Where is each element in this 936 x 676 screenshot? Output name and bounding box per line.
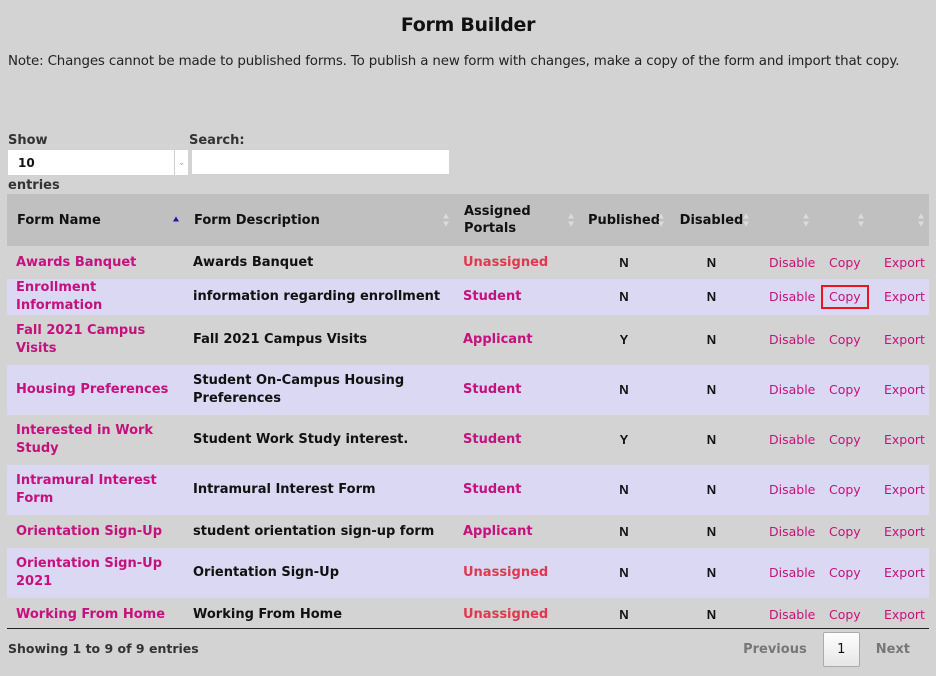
- copy-link-highlighted[interactable]: Copy: [823, 287, 867, 307]
- disable-link[interactable]: Disable: [769, 254, 816, 270]
- published-flag: N: [619, 289, 629, 304]
- copy-link[interactable]: Copy: [829, 432, 861, 447]
- disabled-flag: N: [706, 254, 717, 270]
- table-info: Showing 1 to 9 of 9 entries: [8, 641, 199, 656]
- table-row: [7, 548, 929, 598]
- table-row: [7, 365, 929, 415]
- previous-page-button[interactable]: Previous: [743, 642, 807, 657]
- export-link[interactable]: Export: [884, 382, 925, 397]
- disabled-flag: N: [706, 382, 717, 397]
- sort-icon: [443, 214, 450, 227]
- search-label: Search:: [189, 133, 245, 148]
- assigned-portal: Student: [463, 289, 522, 304]
- table-row: [7, 515, 929, 548]
- assigned-portal: Unassigned: [463, 565, 549, 580]
- search-input[interactable]: [192, 150, 449, 174]
- form-name-link[interactable]: Awards Banquet: [16, 254, 137, 270]
- disabled-flag: N: [706, 565, 717, 580]
- disable-link[interactable]: Disable: [769, 482, 816, 497]
- pagination: [733, 632, 920, 667]
- column-header-disable-action[interactable]: [754, 194, 814, 246]
- disabled-flag: N: [706, 432, 717, 447]
- form-description: Fall 2021 Campus Visits: [193, 332, 368, 347]
- entries-length-select[interactable]: [8, 150, 188, 175]
- published-flag: N: [619, 382, 629, 397]
- disabled-flag: N: [706, 332, 717, 347]
- table-row: [7, 415, 929, 465]
- copy-link[interactable]: Copy: [829, 482, 861, 497]
- assigned-portal: Student: [463, 432, 522, 447]
- assigned-portal: Student: [463, 482, 522, 497]
- form-name-link[interactable]: Working From Home: [16, 606, 166, 622]
- publish-note: Note: Changes cannot be made to published forms. To publish a new form with changes, make a copy of the form and import that copy.: [8, 54, 900, 69]
- table-row: [7, 315, 929, 365]
- disabled-flag: N: [706, 482, 717, 497]
- column-header-assigned-portals[interactable]: Assigned Portals: [454, 194, 579, 246]
- form-description: Student On-Campus Housing Preferences: [193, 373, 405, 406]
- disable-link[interactable]: Disable: [769, 606, 816, 622]
- copy-link[interactable]: Copy: [829, 565, 861, 580]
- assigned-portal: Unassigned: [463, 254, 549, 270]
- copy-link[interactable]: Copy: [829, 606, 861, 622]
- published-flag: N: [619, 523, 629, 539]
- export-link[interactable]: Export: [884, 432, 925, 447]
- assigned-portal: Unassigned: [463, 606, 549, 622]
- sort-icon: [568, 214, 575, 227]
- next-page-button[interactable]: Next: [875, 642, 910, 657]
- export-link[interactable]: Export: [884, 523, 925, 539]
- export-link[interactable]: Export: [884, 289, 925, 304]
- column-header-form-description[interactable]: Form Description: [184, 194, 454, 246]
- sort-icon: [743, 214, 750, 227]
- assigned-portal: Student: [463, 382, 522, 397]
- entries-length-value: 10: [18, 155, 35, 170]
- table-row: [7, 279, 929, 315]
- table-header-row: [7, 194, 929, 246]
- column-header-published[interactable]: Published: [579, 194, 669, 246]
- copy-link[interactable]: Copy: [829, 254, 861, 270]
- column-header-form-name[interactable]: Form Name: [7, 194, 184, 246]
- table-row: [7, 598, 929, 631]
- published-flag: Y: [619, 432, 629, 447]
- export-link[interactable]: Export: [884, 606, 925, 622]
- forms-table: [7, 194, 929, 631]
- table-bottom-border: [7, 628, 929, 629]
- published-flag: N: [619, 254, 629, 270]
- form-name-link[interactable]: Fall 2021 Campus Visits: [16, 323, 146, 356]
- page-1-button[interactable]: 1: [823, 632, 860, 667]
- column-header-disabled[interactable]: Disabled: [669, 194, 754, 246]
- export-link[interactable]: Export: [884, 332, 925, 347]
- disabled-flag: N: [706, 289, 717, 304]
- export-link[interactable]: Export: [884, 482, 925, 497]
- entries-label: entries: [8, 178, 60, 193]
- assigned-portal: Applicant: [463, 523, 533, 539]
- column-header-copy-action[interactable]: [814, 194, 869, 246]
- form-name-link[interactable]: Orientation Sign-Up: [16, 523, 162, 539]
- disable-link[interactable]: Disable: [769, 332, 816, 347]
- form-description: Orientation Sign-Up: [193, 565, 339, 580]
- form-description: Intramural Interest Form: [193, 482, 376, 497]
- published-flag: Y: [619, 332, 629, 347]
- form-name-link[interactable]: Housing Preferences: [16, 382, 169, 397]
- sort-ascending-icon: [173, 214, 180, 227]
- disable-link[interactable]: Disable: [769, 523, 816, 539]
- disable-link[interactable]: Disable: [769, 432, 816, 447]
- page-title: Form Builder: [400, 14, 536, 36]
- assigned-portal: Applicant: [463, 332, 533, 347]
- form-name-link[interactable]: Orientation Sign-Up 2021: [16, 556, 162, 589]
- chevron-down-icon[interactable]: ⌄: [174, 150, 188, 175]
- sort-icon: [858, 214, 865, 227]
- copy-link[interactable]: Copy: [829, 332, 861, 347]
- form-name-link[interactable]: Intramural Interest Form: [16, 473, 157, 506]
- form-description: Working From Home: [193, 606, 343, 622]
- sort-icon: [918, 214, 925, 227]
- form-description: Student Work Study interest.: [193, 432, 409, 447]
- show-label: Show: [8, 133, 48, 148]
- published-flag: N: [619, 482, 629, 497]
- export-link[interactable]: Export: [884, 254, 925, 270]
- copy-link[interactable]: Copy: [829, 523, 861, 539]
- column-header-export-action[interactable]: [869, 194, 929, 246]
- disable-link[interactable]: Disable: [769, 565, 816, 580]
- form-name-link[interactable]: Enrollment Information: [16, 280, 103, 313]
- form-description: Awards Banquet: [193, 254, 314, 270]
- disable-link[interactable]: Disable: [769, 382, 816, 397]
- sort-icon: [658, 214, 665, 227]
- disabled-flag: N: [706, 523, 717, 539]
- form-description: information regarding enrollment: [193, 289, 441, 304]
- disabled-flag: N: [706, 606, 717, 622]
- form-description: student orientation sign-up form: [193, 523, 435, 539]
- table-row: [7, 465, 929, 515]
- disable-link[interactable]: Disable: [769, 289, 816, 304]
- export-link[interactable]: Export: [884, 565, 925, 580]
- form-name-link[interactable]: Interested in Work Study: [16, 423, 154, 456]
- published-flag: N: [619, 606, 629, 622]
- sort-icon: [803, 214, 810, 227]
- copy-link[interactable]: Copy: [829, 382, 861, 397]
- table-row: [7, 246, 929, 279]
- published-flag: N: [619, 565, 629, 580]
